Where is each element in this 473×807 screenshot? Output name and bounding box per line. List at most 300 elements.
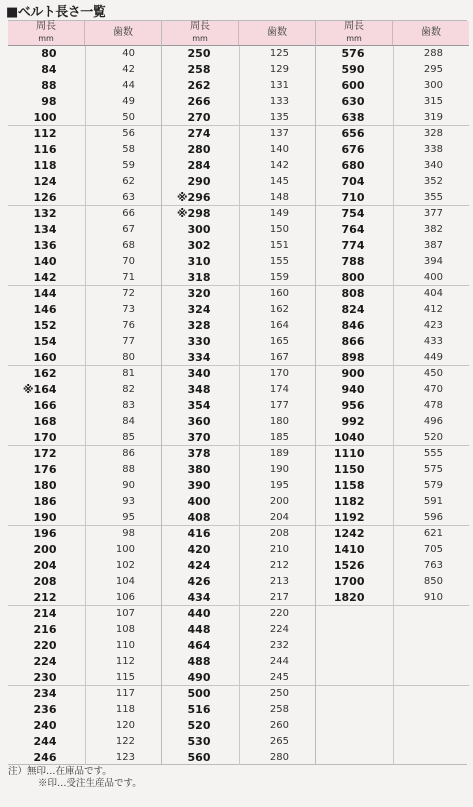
cell-length: 98 [41, 94, 57, 108]
table-row [316, 398, 469, 414]
cell-teeth: 140 [239, 142, 316, 158]
cell-teeth: 63 [85, 189, 162, 205]
cell-length: 590 [341, 63, 365, 77]
cell-length: 360 [187, 414, 211, 428]
cell-teeth: 72 [85, 286, 162, 302]
table-row [162, 382, 315, 398]
table-row [8, 382, 161, 398]
cell-teeth: 394 [393, 253, 470, 269]
table-row [8, 526, 161, 542]
cell-teeth: 520 [393, 429, 470, 445]
note-made-to-order: ※印…受注生産品です。 [38, 778, 142, 789]
table-row [316, 702, 469, 718]
cell-length: 328 [187, 318, 211, 332]
cell-teeth: 162 [239, 302, 316, 318]
table-row [316, 718, 469, 734]
cell-teeth: 575 [393, 462, 470, 478]
cell-teeth: 245 [239, 669, 316, 685]
cell-teeth: 295 [393, 62, 470, 78]
cell-teeth: 50 [85, 109, 162, 125]
cell-length: 258 [187, 63, 211, 77]
cell-teeth: 224 [239, 622, 316, 638]
cell-length: 180 [33, 478, 57, 492]
cell-length: 100 [33, 110, 57, 124]
cell-teeth: 232 [239, 638, 316, 654]
table-row [8, 349, 161, 365]
row-group [8, 285, 161, 365]
table-row [8, 286, 161, 302]
cell-length: 146 [33, 303, 57, 317]
cell-teeth: 56 [85, 126, 162, 142]
cell-length: 240 [33, 718, 57, 732]
cell-length: 600 [341, 78, 365, 92]
cell-teeth: 160 [239, 286, 316, 302]
cell-length: 1526 [333, 558, 365, 572]
cell-teeth: 355 [393, 189, 470, 205]
cell-length: 1158 [333, 478, 365, 492]
header-teeth [84, 21, 161, 45]
table-row [316, 429, 469, 445]
cell-teeth: 125 [239, 46, 316, 62]
row-group [8, 125, 161, 205]
row-group [162, 445, 315, 525]
cell-length: 560 [187, 750, 211, 764]
table-row [8, 158, 161, 174]
header-length-label: 周長 [36, 21, 56, 32]
table-row [162, 158, 315, 174]
table-row [162, 302, 315, 318]
cell-teeth: 66 [85, 206, 162, 222]
table-row [8, 413, 161, 429]
table-row [316, 493, 469, 509]
cell-teeth [393, 669, 470, 685]
cell-teeth: 190 [239, 462, 316, 478]
cell-length: 638 [341, 110, 365, 124]
cell-teeth: 98 [85, 526, 162, 542]
cell-length: 656 [341, 127, 365, 141]
table-row [162, 478, 315, 494]
header-teeth [392, 21, 469, 45]
row-group [162, 685, 315, 765]
cell-length: 1150 [333, 463, 365, 477]
table-row [8, 606, 161, 622]
cell-teeth: 204 [239, 509, 316, 525]
cell-teeth: 850 [393, 573, 470, 589]
cell-teeth: 288 [393, 46, 470, 62]
cell-length: 940 [341, 383, 365, 397]
table-row [162, 718, 315, 734]
cell-teeth: 210 [239, 542, 316, 558]
cell-length: 340 [187, 367, 211, 381]
row-group [316, 445, 469, 525]
row-group [162, 525, 315, 605]
cell-length: ※164 [22, 383, 57, 397]
table-header [162, 21, 315, 46]
cell-length: 400 [187, 494, 211, 508]
cell-length [316, 622, 393, 638]
row-group [316, 46, 469, 125]
table-row [316, 622, 469, 638]
table-row [8, 302, 161, 318]
cell-length: 898 [341, 350, 365, 364]
table-row [316, 446, 469, 462]
table-row [162, 189, 315, 205]
table-row [8, 142, 161, 158]
cell-length: 680 [341, 158, 365, 172]
table-row [162, 749, 315, 765]
table-row [162, 142, 315, 158]
table-row [8, 669, 161, 685]
cell-teeth: 123 [85, 749, 162, 765]
cell-teeth [393, 718, 470, 734]
cell-length: 186 [33, 494, 57, 508]
cell-length: 416 [187, 527, 211, 541]
cell-length: 216 [33, 623, 57, 637]
table-row [162, 589, 315, 605]
table-row [8, 62, 161, 78]
cell-teeth: 382 [393, 222, 470, 238]
table-row [8, 366, 161, 382]
cell-teeth: 208 [239, 526, 316, 542]
cell-length [316, 733, 393, 749]
row-group [316, 205, 469, 285]
cell-teeth: 244 [239, 653, 316, 669]
cell-teeth: 95 [85, 509, 162, 525]
cell-teeth: 120 [85, 718, 162, 734]
header-length [162, 21, 238, 45]
cell-length: 284 [187, 158, 211, 172]
table-row [316, 638, 469, 654]
cell-length: 144 [33, 287, 57, 301]
cell-teeth: 70 [85, 253, 162, 269]
cell-teeth [393, 733, 470, 749]
cell-teeth: 149 [239, 206, 316, 222]
cell-length: 434 [187, 590, 211, 604]
cell-length: 154 [33, 334, 57, 348]
table-row [8, 638, 161, 654]
cell-length [316, 653, 393, 669]
cell-teeth: 258 [239, 702, 316, 718]
table-row [8, 493, 161, 509]
cell-teeth: 40 [85, 46, 162, 62]
cell-length: 214 [33, 607, 57, 621]
cell-length: 234 [33, 687, 57, 701]
row-group [8, 445, 161, 525]
cell-teeth [393, 749, 470, 765]
cell-length: 440 [187, 607, 211, 621]
cell-length: 630 [341, 94, 365, 108]
table-row [162, 398, 315, 414]
cell-length: 244 [33, 734, 57, 748]
row-group [316, 125, 469, 205]
cell-length: ※298 [176, 207, 211, 221]
cell-length: 274 [187, 127, 211, 141]
table-row [8, 189, 161, 205]
cell-teeth: 763 [393, 558, 470, 574]
table-row [8, 542, 161, 558]
row-group [316, 525, 469, 605]
cell-teeth: 81 [85, 366, 162, 382]
cell-length: 1192 [333, 510, 365, 524]
cell-length: 88 [41, 78, 57, 92]
table-row [316, 749, 469, 765]
cell-length: 140 [33, 254, 57, 268]
table-row [316, 269, 469, 285]
table-row [162, 206, 315, 222]
table-row [316, 173, 469, 189]
table-row [162, 78, 315, 94]
cell-teeth: 250 [239, 686, 316, 702]
cell-teeth: 104 [85, 573, 162, 589]
table-row [316, 686, 469, 702]
cell-length: 246 [33, 750, 57, 764]
table-row [8, 269, 161, 285]
table-row [162, 429, 315, 445]
table-row [162, 222, 315, 238]
cell-length: 1182 [333, 494, 365, 508]
cell-length: 320 [187, 287, 211, 301]
cell-length: 530 [187, 734, 211, 748]
cell-length: 224 [33, 654, 57, 668]
cell-length: 426 [187, 574, 211, 588]
cell-length: 134 [33, 223, 57, 237]
cell-length: 1110 [333, 447, 365, 461]
table-row [162, 349, 315, 365]
cell-teeth: 102 [85, 558, 162, 574]
cell-teeth: 387 [393, 238, 470, 254]
table-row [316, 333, 469, 349]
cell-teeth: 59 [85, 158, 162, 174]
cell-teeth: 68 [85, 238, 162, 254]
table-block-1 [8, 21, 161, 764]
cell-length [316, 606, 393, 622]
table-row [316, 238, 469, 254]
header-length-label: 周長 [190, 21, 210, 32]
table-header [316, 21, 469, 46]
cell-length: 846 [341, 318, 365, 332]
cell-length: 754 [341, 207, 365, 221]
cell-length: 290 [187, 174, 211, 188]
cell-length: 764 [341, 223, 365, 237]
cell-teeth: 164 [239, 318, 316, 334]
cell-teeth: 117 [85, 686, 162, 702]
cell-teeth: 470 [393, 382, 470, 398]
cell-length: 318 [187, 270, 211, 284]
cell-teeth: 478 [393, 398, 470, 414]
cell-teeth: 58 [85, 142, 162, 158]
table-row [316, 413, 469, 429]
table-row [316, 478, 469, 494]
belt-length-table [8, 20, 467, 765]
cell-length: 280 [187, 143, 211, 157]
table-row [316, 366, 469, 382]
row-group [316, 365, 469, 445]
cell-teeth: 110 [85, 638, 162, 654]
cell-length: 170 [33, 430, 57, 444]
cell-length: 172 [33, 447, 57, 461]
cell-teeth: 67 [85, 222, 162, 238]
cell-teeth: 148 [239, 189, 316, 205]
cell-length: 464 [187, 638, 211, 652]
table-row [316, 558, 469, 574]
table-row [162, 638, 315, 654]
table-row [316, 382, 469, 398]
cell-length: 490 [187, 670, 211, 684]
cell-teeth: 213 [239, 573, 316, 589]
cell-teeth: 265 [239, 733, 316, 749]
cell-length: 124 [33, 174, 57, 188]
cell-teeth: 85 [85, 429, 162, 445]
cell-length: 516 [187, 703, 211, 717]
cell-teeth: 591 [393, 493, 470, 509]
cell-length: 118 [33, 158, 57, 172]
cell-length: 956 [341, 398, 365, 412]
cell-teeth: 555 [393, 446, 470, 462]
cell-length: 576 [341, 47, 365, 61]
table-row [8, 253, 161, 269]
cell-length: 166 [33, 398, 57, 412]
cell-length: 250 [187, 47, 211, 61]
table-row [8, 318, 161, 334]
table-row [162, 446, 315, 462]
header-teeth [238, 21, 315, 45]
cell-teeth: 433 [393, 333, 470, 349]
table-body [8, 46, 161, 765]
cell-length: 220 [33, 638, 57, 652]
table-row [162, 622, 315, 638]
cell-length: 900 [341, 367, 365, 381]
table-row [8, 398, 161, 414]
cell-teeth: 151 [239, 238, 316, 254]
cell-teeth [393, 653, 470, 669]
table-row [316, 46, 469, 62]
table-row [8, 429, 161, 445]
cell-teeth: 195 [239, 478, 316, 494]
cell-teeth: 449 [393, 349, 470, 365]
table-row [316, 349, 469, 365]
table-row [8, 573, 161, 589]
cell-length: 710 [341, 190, 365, 204]
cell-length: 800 [341, 270, 365, 284]
cell-length: 1040 [333, 430, 365, 444]
cell-teeth: 217 [239, 589, 316, 605]
cell-teeth: 220 [239, 606, 316, 622]
cell-length: 1820 [333, 590, 365, 604]
cell-teeth: 77 [85, 333, 162, 349]
cell-teeth: 212 [239, 558, 316, 574]
cell-teeth: 705 [393, 542, 470, 558]
header-teeth-label: 歯数 [113, 27, 133, 38]
cell-teeth: 200 [239, 493, 316, 509]
cell-teeth: 93 [85, 493, 162, 509]
cell-length: 424 [187, 558, 211, 572]
table-row [316, 253, 469, 269]
cell-teeth: 579 [393, 478, 470, 494]
table-row [162, 366, 315, 382]
table-row [316, 222, 469, 238]
row-group [8, 365, 161, 445]
cell-teeth: 423 [393, 318, 470, 334]
table-row [162, 606, 315, 622]
cell-length: 162 [33, 367, 57, 381]
header-length-unit: mm [38, 34, 54, 43]
table-row [316, 78, 469, 94]
table-row [162, 269, 315, 285]
header-length [8, 21, 84, 45]
cell-teeth: 165 [239, 333, 316, 349]
cell-teeth: 76 [85, 318, 162, 334]
cell-teeth: 496 [393, 413, 470, 429]
cell-length: 126 [33, 190, 57, 204]
cell-length: 488 [187, 654, 211, 668]
cell-length: 204 [33, 558, 57, 572]
cell-length: 520 [187, 718, 211, 732]
cell-length: 84 [41, 63, 57, 77]
table-row [8, 222, 161, 238]
cell-teeth: 137 [239, 126, 316, 142]
table-block-3 [315, 21, 469, 764]
table-row [8, 206, 161, 222]
cell-length: 190 [33, 510, 57, 524]
table-block-2 [161, 21, 315, 764]
cell-teeth: 62 [85, 173, 162, 189]
cell-length: 324 [187, 303, 211, 317]
cell-length: 390 [187, 478, 211, 492]
cell-teeth: 131 [239, 78, 316, 94]
cell-teeth: 189 [239, 446, 316, 462]
cell-teeth: 71 [85, 269, 162, 285]
cell-teeth: 106 [85, 589, 162, 605]
table-row [162, 653, 315, 669]
cell-length: 866 [341, 334, 365, 348]
cell-teeth: 177 [239, 398, 316, 414]
cell-teeth: 133 [239, 93, 316, 109]
cell-length: 824 [341, 303, 365, 317]
cell-length: 136 [33, 238, 57, 252]
row-group [316, 605, 469, 685]
cell-length: 230 [33, 670, 57, 684]
table-row [162, 686, 315, 702]
table-row [8, 718, 161, 734]
cell-teeth: 180 [239, 413, 316, 429]
cell-teeth: 90 [85, 478, 162, 494]
table-body [162, 46, 315, 765]
table-row [162, 733, 315, 749]
cell-length [316, 749, 393, 765]
table-row [162, 253, 315, 269]
cell-length: 676 [341, 143, 365, 157]
header-length-unit: mm [346, 34, 362, 43]
cell-teeth: 910 [393, 589, 470, 605]
cell-teeth: 135 [239, 109, 316, 125]
footnotes [8, 766, 142, 790]
table-row [162, 573, 315, 589]
cell-length: 788 [341, 254, 365, 268]
table-row [162, 109, 315, 125]
cell-length [316, 686, 393, 702]
row-group [316, 285, 469, 365]
table-row [316, 733, 469, 749]
table-row [8, 653, 161, 669]
cell-length: 808 [341, 287, 365, 301]
table-row [8, 622, 161, 638]
table-row [316, 189, 469, 205]
table-row [316, 542, 469, 558]
cell-length: 112 [33, 127, 57, 141]
table-row [316, 93, 469, 109]
cell-length: 354 [187, 398, 211, 412]
cell-length [316, 638, 393, 654]
